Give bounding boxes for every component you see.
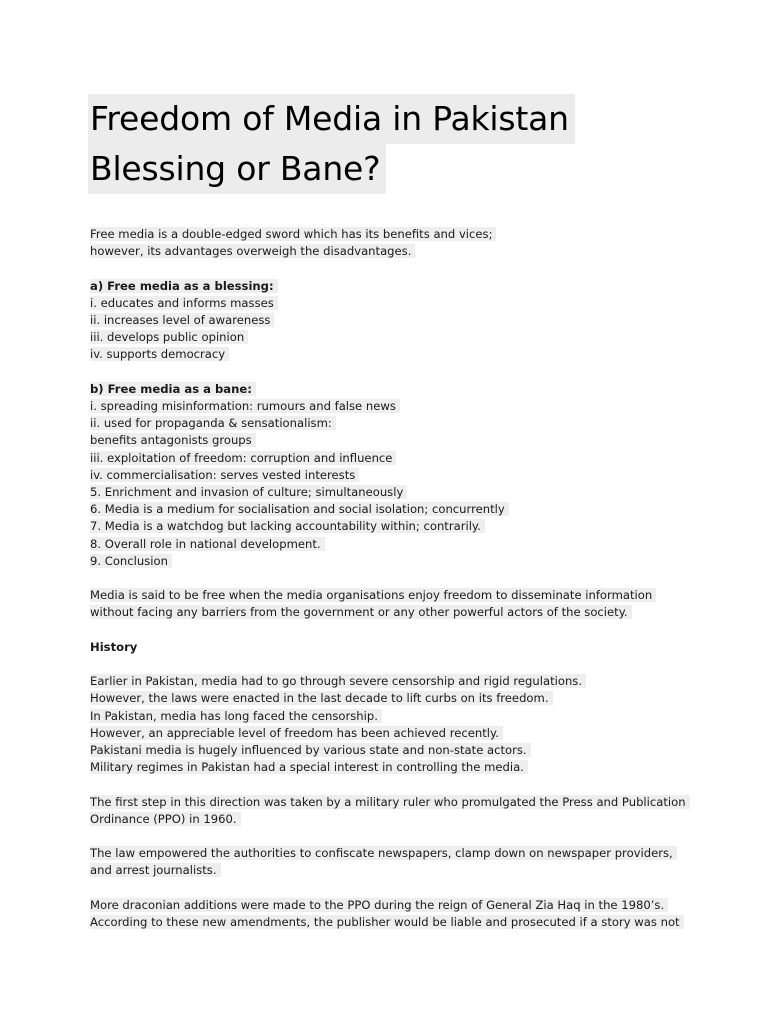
list-item: i. spreading misinformation: rumours and false news <box>90 399 400 413</box>
paragraph-line: However, an appreciable level of freedom has been achieved recently. <box>90 726 503 740</box>
paragraph-line: Military regimes in Pakistan had a special interest in controlling the media. <box>90 760 528 774</box>
paragraph-line: More draconian additions were made to the PPO during the reign of General Zia Haq in the 1980’s. <box>90 898 668 912</box>
paragraph-line: However, the laws were enacted in the last decade to lift curbs on its freedom. <box>90 691 553 705</box>
list-item: 7. Media is a watchdog but lacking accountability within; contrarily. <box>90 519 485 533</box>
zia-paragraph <box>90 897 730 931</box>
list-item: iv. supports democracy <box>90 347 229 361</box>
title-line-2: Blessing or Bane? <box>88 144 386 194</box>
paragraph-line: Earlier in Pakistan, media had to go through severe censorship and rigid regulations. <box>90 674 586 688</box>
list-item: ii. used for propaganda & sensationalism: <box>90 416 336 430</box>
bane-heading: b) Free media as a bane: <box>90 382 256 396</box>
paragraph-line: Pakistani media is hugely influenced by various state and non-state actors. <box>90 743 531 757</box>
list-item: ii. increases level of awareness <box>90 313 274 327</box>
paragraph-line: In Pakistan, media has long faced the censorship. <box>90 709 382 723</box>
paragraph-line: The first step in this direction was taken by a military ruler who promulgated the Press and Publication <box>90 795 690 809</box>
document-title <box>90 94 730 194</box>
paragraph-line: Media is said to be free when the media organisations enjoy freedom to disseminate information <box>90 588 656 602</box>
intro-line: however, its advantages overweigh the disadvantages. <box>90 244 415 258</box>
law-paragraph <box>90 845 730 879</box>
title-line-1: Freedom of Media in Pakistan <box>88 94 575 144</box>
list-item: i. educates and informs masses <box>90 296 278 310</box>
list-item: iv. commercialisation: serves vested interests <box>90 468 359 482</box>
history-heading-text: History <box>90 639 138 654</box>
paragraph-line: According to these new amendments, the publisher would be liable and prosecuted if a story was not <box>90 915 684 929</box>
definition-paragraph <box>90 587 730 621</box>
history-heading <box>90 639 730 656</box>
paragraph-line: and arrest journalists. <box>90 863 221 877</box>
blessing-heading: a) Free media as a blessing: <box>90 279 278 293</box>
paragraph-line: Ordinance (PPO) in 1960. <box>90 812 241 826</box>
intro-paragraph <box>90 226 730 260</box>
list-item: iii. exploitation of freedom: corruption and influence <box>90 451 396 465</box>
list-item: 8. Overall role in national development. <box>90 537 325 551</box>
bane-section <box>90 381 730 570</box>
document-page <box>90 94 730 948</box>
list-item: 6. Media is a medium for socialisation and social isolation; concurrently <box>90 502 509 516</box>
paragraph-line: The law empowered the authorities to confiscate newspapers, clamp down on newspaper providers, <box>90 846 677 860</box>
intro-line: Free media is a double-edged sword which has its benefits and vices; <box>90 227 496 241</box>
paragraph-line: without facing any barriers from the government or any other powerful actors of the society. <box>90 605 632 619</box>
blessing-section <box>90 278 730 364</box>
ppo-paragraph <box>90 794 730 828</box>
document-body <box>90 226 730 931</box>
list-item: iii. develops public opinion <box>90 330 248 344</box>
history-paragraph <box>90 673 730 776</box>
list-item: benefits antagonists groups <box>90 433 256 447</box>
list-item: 9. Conclusion <box>90 554 172 568</box>
list-item: 5. Enrichment and invasion of culture; simultaneously <box>90 485 407 499</box>
